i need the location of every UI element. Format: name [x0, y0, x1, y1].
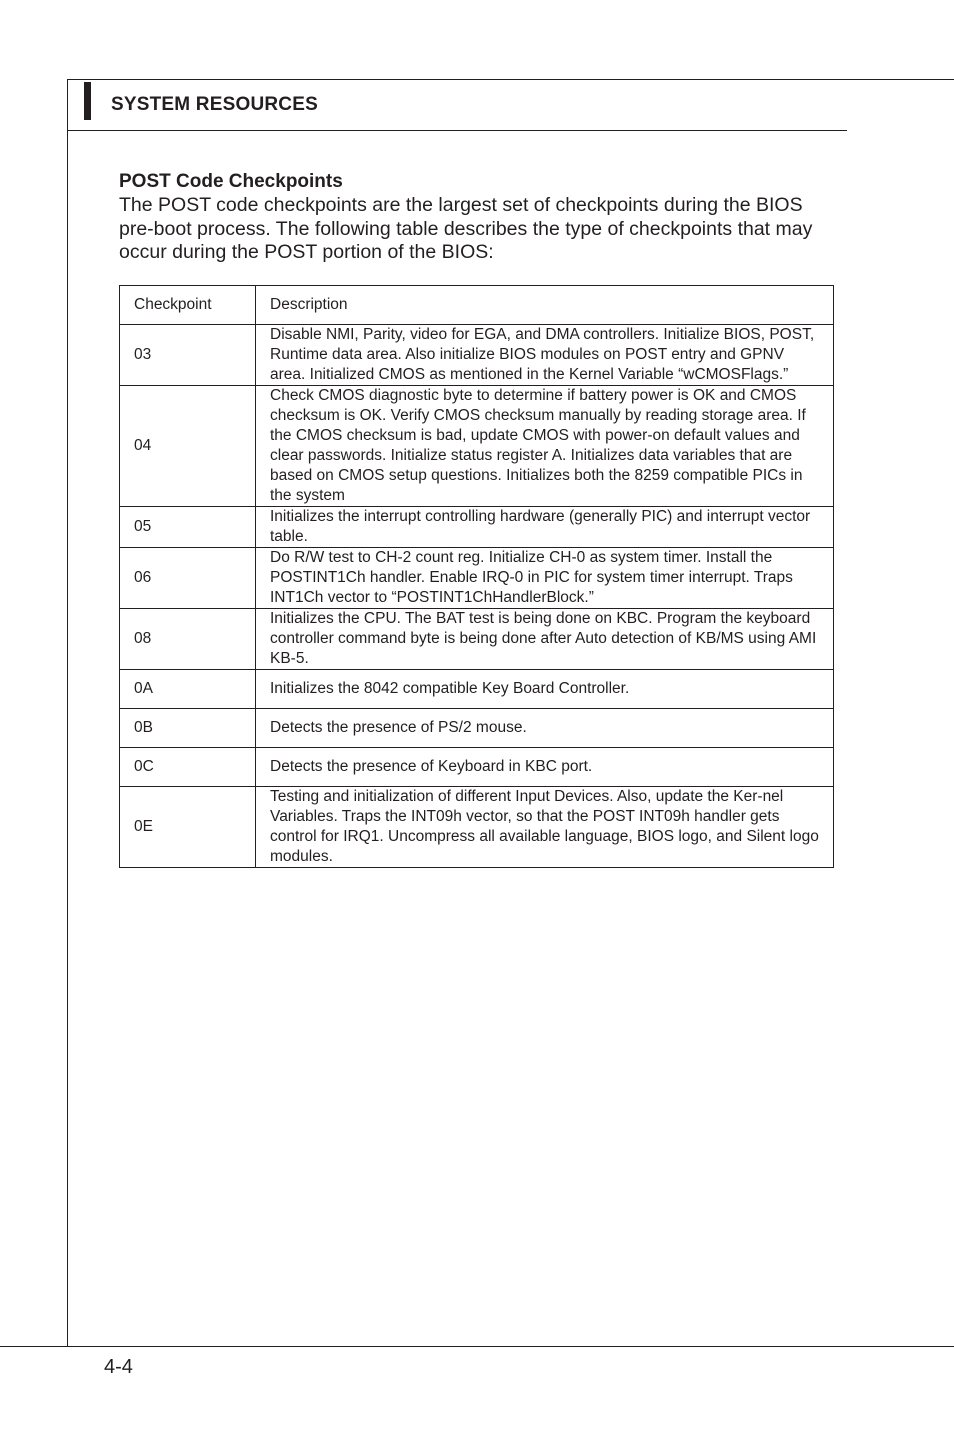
column-header-checkpoint: Checkpoint: [120, 286, 256, 325]
checkpoint-description: Do R/W test to CH-2 count reg. Initialize CH-0 as system timer. Install the POSTINT1Ch handler. Enable IRQ-0 in PIC for system timer interrupt. Traps INT1Ch vector to “POSTINT1ChHandlerBlock.”: [256, 548, 834, 609]
checkpoint-description: Initializes the interrupt controlling hardware (generally PIC) and interrupt vector table.: [256, 507, 834, 548]
header-accent-bar: [84, 82, 91, 120]
checkpoint-code: 0A: [120, 670, 256, 709]
left-margin-rule: [67, 79, 68, 1347]
chapter-header-title: SYSTEM RESOURCES: [111, 94, 318, 115]
page-number: 4-4: [104, 1356, 133, 1378]
section-intro: The POST code checkpoints are the largest set of checkpoints during the BIOS pre-boot process. The following table describes the type of checkpoints that may occur during the POST portion of the BIOS:: [119, 194, 813, 263]
checkpoint-code: 04: [120, 386, 256, 507]
table-row: [120, 709, 834, 748]
table-header-row: [120, 286, 834, 325]
checkpoint-description: Detects the presence of Keyboard in KBC port.: [256, 748, 834, 787]
table-row: [120, 325, 834, 386]
table-row: [120, 609, 834, 670]
checkpoint-code: 08: [120, 609, 256, 670]
header-underline: [67, 130, 847, 131]
checkpoint-description: Detects the presence of PS/2 mouse.: [256, 709, 834, 748]
checkpoint-code: 05: [120, 507, 256, 548]
checkpoint-description: Disable NMI, Parity, video for EGA, and DMA controllers. Initialize BIOS, POST, Runtime data area. Also initialize BIOS modules on POST entry and GPNV area. Initialized CMOS as mentioned in the Kernel Variable “wCMOSFlags.”: [256, 325, 834, 386]
checkpoint-code: 0B: [120, 709, 256, 748]
checkpoint-description: Initializes the CPU. The BAT test is being done on KBC. Program the keyboard controller command byte is being done after Auto detection of KB/MS using AMI KB-5.: [256, 609, 834, 670]
checkpoint-code: 0C: [120, 748, 256, 787]
checkpoint-code: 03: [120, 325, 256, 386]
checkpoint-description: Testing and initialization of different Input Devices. Also, update the Ker-nel Variables. Traps the INT09h vector, so that the POST INT09h handler gets control for IRQ1. Uncompress all available language, BIOS logo, and Silent logo modules.: [256, 787, 834, 868]
checkpoint-code: 0E: [120, 787, 256, 868]
section-title: POST Code Checkpoints: [119, 171, 343, 192]
table-row: [120, 670, 834, 709]
footer-rule: [0, 1346, 954, 1347]
table-row: [120, 548, 834, 609]
table-row: [120, 748, 834, 787]
checkpoint-description: Check CMOS diagnostic byte to determine if battery power is OK and CMOS checksum is OK. Verify CMOS checksum manually by reading storage area. If the CMOS checksum is bad, update CMOS with power-on default values and clear passwords. Initialize status register A. Initializes data variables that are based on CMOS setup questions. Initializes both the 8259 compatible PICs in the system: [256, 386, 834, 507]
checkpoint-code: 06: [120, 548, 256, 609]
table-row: [120, 507, 834, 548]
column-header-description: Description: [256, 286, 834, 325]
checkpoint-table: [119, 285, 834, 868]
table-row: [120, 386, 834, 507]
checkpoint-description: Initializes the 8042 compatible Key Board Controller.: [256, 670, 834, 709]
top-rule: [67, 79, 954, 80]
table-row: [120, 787, 834, 868]
